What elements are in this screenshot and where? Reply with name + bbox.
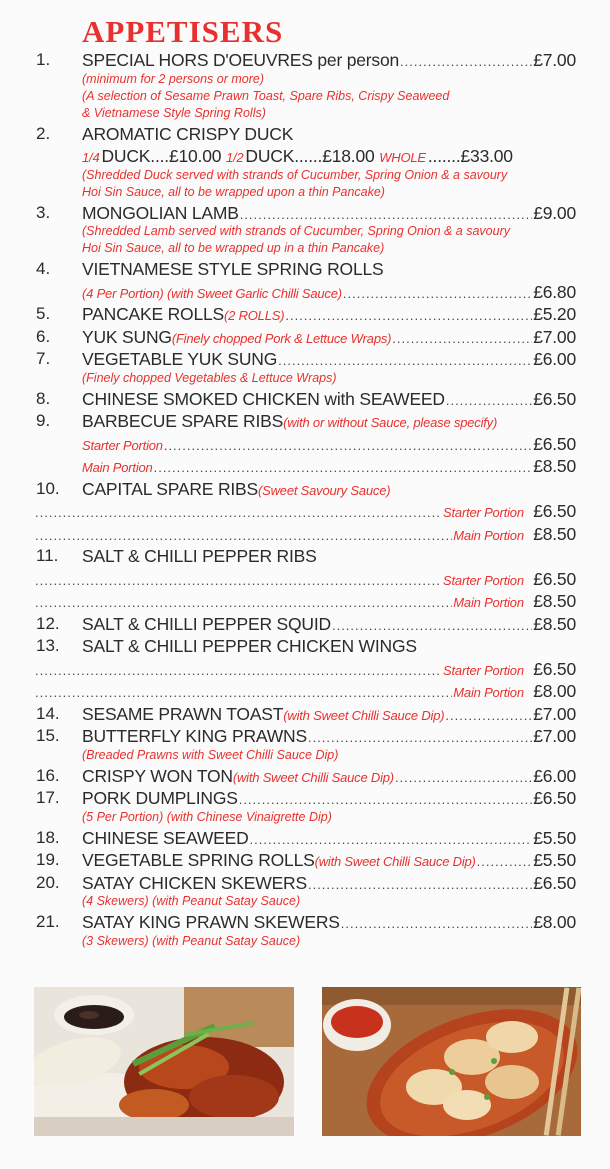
item-line: [82, 327, 576, 348]
note-row: [0, 71, 610, 88]
item-number: 13.: [36, 636, 60, 655]
portion-row: [0, 679, 610, 702]
menu-item: [0, 477, 610, 500]
note-row: [0, 893, 610, 910]
dot-leader: [343, 286, 532, 301]
item-number: 9.: [36, 411, 51, 430]
item-number: 18.: [36, 827, 60, 847]
menu-item: [0, 612, 610, 635]
portion-price: £8.50: [533, 456, 576, 476]
menu-item: [0, 764, 610, 787]
portion-line: [34, 681, 576, 702]
portion-row: [0, 657, 610, 680]
item-name: AROMATIC CRISPY DUCK: [82, 123, 294, 144]
note-row: [0, 167, 610, 184]
portion-price: £6.50: [533, 433, 576, 454]
item-price: £7.00: [533, 50, 576, 70]
size-label: WHOLE: [379, 150, 426, 165]
dot-leader: [278, 353, 532, 368]
item-name: MONGOLIAN LAMB: [82, 202, 239, 223]
item-number: 2.: [36, 123, 51, 143]
item-name: SALT & CHILLI PEPPER CHICKEN WINGS: [82, 636, 417, 656]
item-line: [82, 726, 576, 747]
dot-leader: [35, 505, 442, 520]
item-line: [82, 828, 576, 849]
item-note: (2 ROLLS): [224, 308, 285, 323]
item-number: 5.: [36, 304, 51, 323]
portion-label: Main Portion: [453, 685, 524, 700]
note-row: [0, 184, 610, 201]
menu-item: [0, 826, 610, 849]
item-name: PANCAKE ROLLS: [82, 304, 224, 324]
size-label: DUCK: [245, 146, 295, 166]
item-number: 8.: [36, 388, 51, 408]
menu-item: [0, 302, 610, 325]
note-row: [0, 933, 610, 950]
item-number: 3.: [36, 202, 51, 222]
portion-price: £6.50: [533, 568, 576, 589]
portion-label: Main Portion: [453, 527, 524, 543]
dot-leader: [446, 393, 532, 408]
item-price: £9.00: [533, 202, 576, 223]
portion-line: [34, 524, 576, 545]
portion-row: [0, 589, 610, 612]
item-name: SESAME PRAWN TOAST: [82, 703, 284, 724]
size-price: £33.00: [460, 146, 513, 166]
dot-leader: [308, 730, 532, 745]
portion-label: Starter Portion: [443, 572, 524, 588]
item-price: £5.20: [533, 304, 576, 324]
sub-price-row: [0, 280, 610, 303]
item-price: £5.50: [533, 827, 576, 848]
item-number: 17.: [36, 788, 60, 807]
note-row: [0, 88, 610, 105]
item-description: (Shredded Lamb served with strands of Cucumber, Spring Onion & a savoury: [82, 224, 510, 238]
dot-leader: [392, 331, 532, 346]
item-price: £8.00: [533, 912, 576, 932]
size-price: £18.00: [322, 146, 375, 166]
item-line: [82, 349, 576, 370]
portion-price: £8.50: [533, 591, 576, 611]
note-row: [0, 105, 610, 122]
portion-row: [0, 499, 610, 522]
portion-price: £6.50: [533, 658, 576, 679]
item-name: VEGETABLE YUK SUNG: [82, 349, 278, 369]
pork-dumplings-photo: [322, 987, 581, 1136]
item-line: [82, 259, 576, 280]
item-line: [82, 788, 576, 809]
item-name: SALT & CHILLI PEPPER RIBS: [82, 546, 317, 566]
item-line: [82, 304, 576, 325]
item-description: Hoi Sin Sauce, all to be wrapped up in a thin Pancake): [82, 241, 385, 255]
portion-price: £8.00: [533, 681, 576, 701]
note-row: [0, 370, 610, 387]
item-line: [82, 50, 576, 71]
dot-leader: [35, 573, 442, 588]
size-qty: 1/4: [82, 150, 100, 165]
portion-line: [34, 501, 576, 522]
sub-price-line: [82, 282, 576, 303]
size-dots: ......: [294, 146, 323, 166]
item-price: £5.50: [533, 850, 576, 870]
dot-leader: [395, 770, 532, 785]
item-name: BARBECUE SPARE RIBS: [82, 411, 284, 431]
item-name: VEGETABLE SPRING ROLLS: [82, 850, 315, 870]
dot-leader: [239, 792, 533, 807]
dot-leader: [35, 595, 452, 610]
menu-item: [0, 634, 610, 657]
dot-leader: [35, 528, 452, 543]
item-price: £6.00: [533, 349, 576, 369]
menu-item: [0, 122, 610, 145]
item-description: (A selection of Sesame Prawn Toast, Spare Ribs, Crispy Seaweed: [82, 88, 450, 103]
dot-leader: [332, 618, 532, 633]
item-line: [82, 546, 576, 567]
item-price: £6.80: [533, 281, 576, 302]
dot-leader: [154, 460, 533, 475]
dot-leader: [285, 308, 532, 323]
item-line: [82, 636, 576, 657]
item-price: £7.00: [533, 726, 576, 746]
item-name: SATAY KING PRAWN SKEWERS: [82, 912, 340, 932]
dot-leader: [400, 54, 532, 69]
item-line: [82, 479, 576, 500]
item-price: £7.00: [533, 703, 576, 724]
menu-list: [0, 48, 610, 950]
item-number: 21.: [36, 912, 60, 931]
dot-leader: [477, 854, 533, 869]
menu-item: [0, 786, 610, 809]
menu-item: [0, 910, 610, 933]
note-row: [0, 747, 610, 764]
portion-price: £6.50: [533, 501, 576, 521]
menu-item: [0, 409, 610, 432]
item-description: (Breaded Prawns with Sweet Chilli Sauce Dip): [82, 747, 339, 762]
portion-label: Starter Portion: [443, 505, 524, 520]
dot-leader: [164, 438, 532, 453]
item-note: (with Sweet Chilli Sauce Dip): [232, 769, 394, 785]
item-note: (Finely chopped Pork & Lettuce Wraps): [171, 330, 392, 346]
dot-leader: [35, 685, 452, 700]
size-qty: 1/2: [225, 150, 244, 165]
crispy-duck-pancakes-photo: [34, 987, 294, 1136]
portion-label: Starter Portion: [443, 662, 524, 678]
size-line: [82, 146, 576, 167]
portion-row: [0, 454, 610, 477]
menu-item: [0, 347, 610, 370]
item-description: (minimum for 2 persons or more): [82, 71, 264, 86]
menu-item: [0, 848, 610, 871]
dot-leader: [240, 207, 533, 222]
portion-label: Starter Portion: [82, 437, 163, 453]
item-number: 20.: [36, 872, 60, 892]
item-description: & Vietnamese Style Spring Rolls): [82, 105, 266, 120]
item-name: CHINESE SEAWEED: [82, 827, 249, 848]
item-description: (4 Skewers) (with Peanut Satay Sauce): [82, 894, 301, 908]
item-name: SATAY CHICKEN SKEWERS: [82, 872, 307, 893]
sub-label: (4 Per Portion) (with Sweet Garlic Chilli Sauce): [82, 285, 342, 301]
item-price: £6.00: [533, 765, 576, 786]
menu-item: [0, 48, 610, 71]
item-number: 15.: [36, 726, 60, 745]
item-number: 11.: [36, 546, 59, 565]
dot-leader: [341, 916, 532, 931]
item-number: 10.: [36, 478, 60, 498]
portion-line: [34, 659, 576, 680]
item-name: CAPITAL SPARE RIBS: [82, 478, 258, 499]
item-line: [82, 411, 576, 432]
note-row: [0, 240, 610, 257]
size-row: [0, 144, 610, 167]
item-name: PORK DUMPLINGS: [82, 788, 238, 808]
item-description: (Shredded Duck served with strands of Cucumber, Spring Onion & a savoury: [82, 167, 508, 182]
menu-item: [0, 387, 610, 410]
menu-item: [0, 544, 610, 567]
menu-item: [0, 201, 610, 224]
item-name: SPECIAL HORS D'OEUVRES per person: [82, 50, 400, 70]
item-name: CHINESE SMOKED CHICKEN with SEAWEED: [82, 388, 445, 409]
dot-leader: [35, 663, 442, 678]
portion-row: [0, 432, 610, 455]
dot-leader: [250, 832, 533, 847]
dot-leader: [445, 708, 532, 723]
item-line: [82, 704, 576, 725]
item-line: [82, 389, 576, 410]
item-name: VIETNAMESE STYLE SPRING ROLLS: [82, 259, 384, 279]
item-description: (3 Skewers) (with Peanut Satay Sauce): [82, 933, 301, 948]
page-title: APPETISERS: [82, 14, 284, 49]
item-number: 7.: [36, 349, 51, 368]
item-number: 19.: [36, 850, 60, 869]
item-number: 1.: [36, 50, 51, 69]
menu-item: [0, 257, 610, 280]
item-name: YUK SUNG: [82, 326, 172, 347]
item-line: [82, 912, 576, 933]
menu-item: [0, 702, 610, 725]
item-note: (Sweet Savoury Sauce): [258, 482, 391, 498]
item-name: BUTTERFLY KING PRAWNS: [82, 726, 307, 746]
portion-row: [0, 522, 610, 545]
item-note: (with or without Sauce, please specify): [283, 415, 498, 430]
item-description: (5 Per Portion) (with Chinese Vinaigrette Dip): [82, 809, 332, 824]
portion-label: Main Portion: [453, 595, 524, 610]
menu-item: [0, 724, 610, 747]
item-price: £8.50: [533, 613, 576, 634]
item-number: 4.: [36, 259, 51, 278]
item-number: 6.: [36, 326, 51, 346]
item-line: [82, 614, 576, 635]
item-price: £6.50: [533, 788, 576, 808]
item-note: (with Sweet Chilli Sauce Dip): [314, 854, 476, 869]
menu-item: [0, 871, 610, 894]
portion-line: [82, 434, 576, 455]
dot-leader: [308, 877, 532, 892]
portion-line: [34, 569, 576, 590]
item-line: [82, 766, 576, 787]
size-price: £10.00: [168, 146, 222, 166]
item-line: [82, 203, 576, 224]
item-number: 14.: [36, 703, 60, 723]
item-number: 16.: [36, 765, 60, 785]
size-dots: .......: [427, 146, 461, 166]
item-price: £7.00: [533, 326, 576, 347]
portion-line: [82, 456, 576, 477]
item-description: Hoi Sin Sauce, all to be wrapped upon a thin Pancake): [82, 184, 385, 199]
note-row: [0, 809, 610, 826]
item-price: £6.50: [533, 872, 576, 893]
menu-item: [0, 325, 610, 348]
item-line: [82, 850, 576, 871]
item-line: [82, 124, 576, 145]
item-line: [82, 873, 576, 894]
item-name: SALT & CHILLI PEPPER SQUID: [82, 613, 331, 634]
note-row: [0, 223, 610, 240]
item-number: 12.: [36, 613, 60, 633]
portion-price: £8.50: [533, 523, 576, 544]
item-description: (Finely chopped Vegetables & Lettuce Wraps): [82, 370, 337, 385]
item-note: (with Sweet Chilli Sauce Dip): [283, 707, 445, 723]
portion-row: [0, 567, 610, 590]
portion-label: Main Portion: [82, 460, 153, 475]
item-price: £6.50: [533, 388, 576, 409]
portion-line: [34, 591, 576, 612]
item-name: CRISPY WON TON: [82, 765, 233, 786]
size-label: DUCK: [101, 146, 151, 166]
size-dots: ....: [150, 146, 169, 166]
